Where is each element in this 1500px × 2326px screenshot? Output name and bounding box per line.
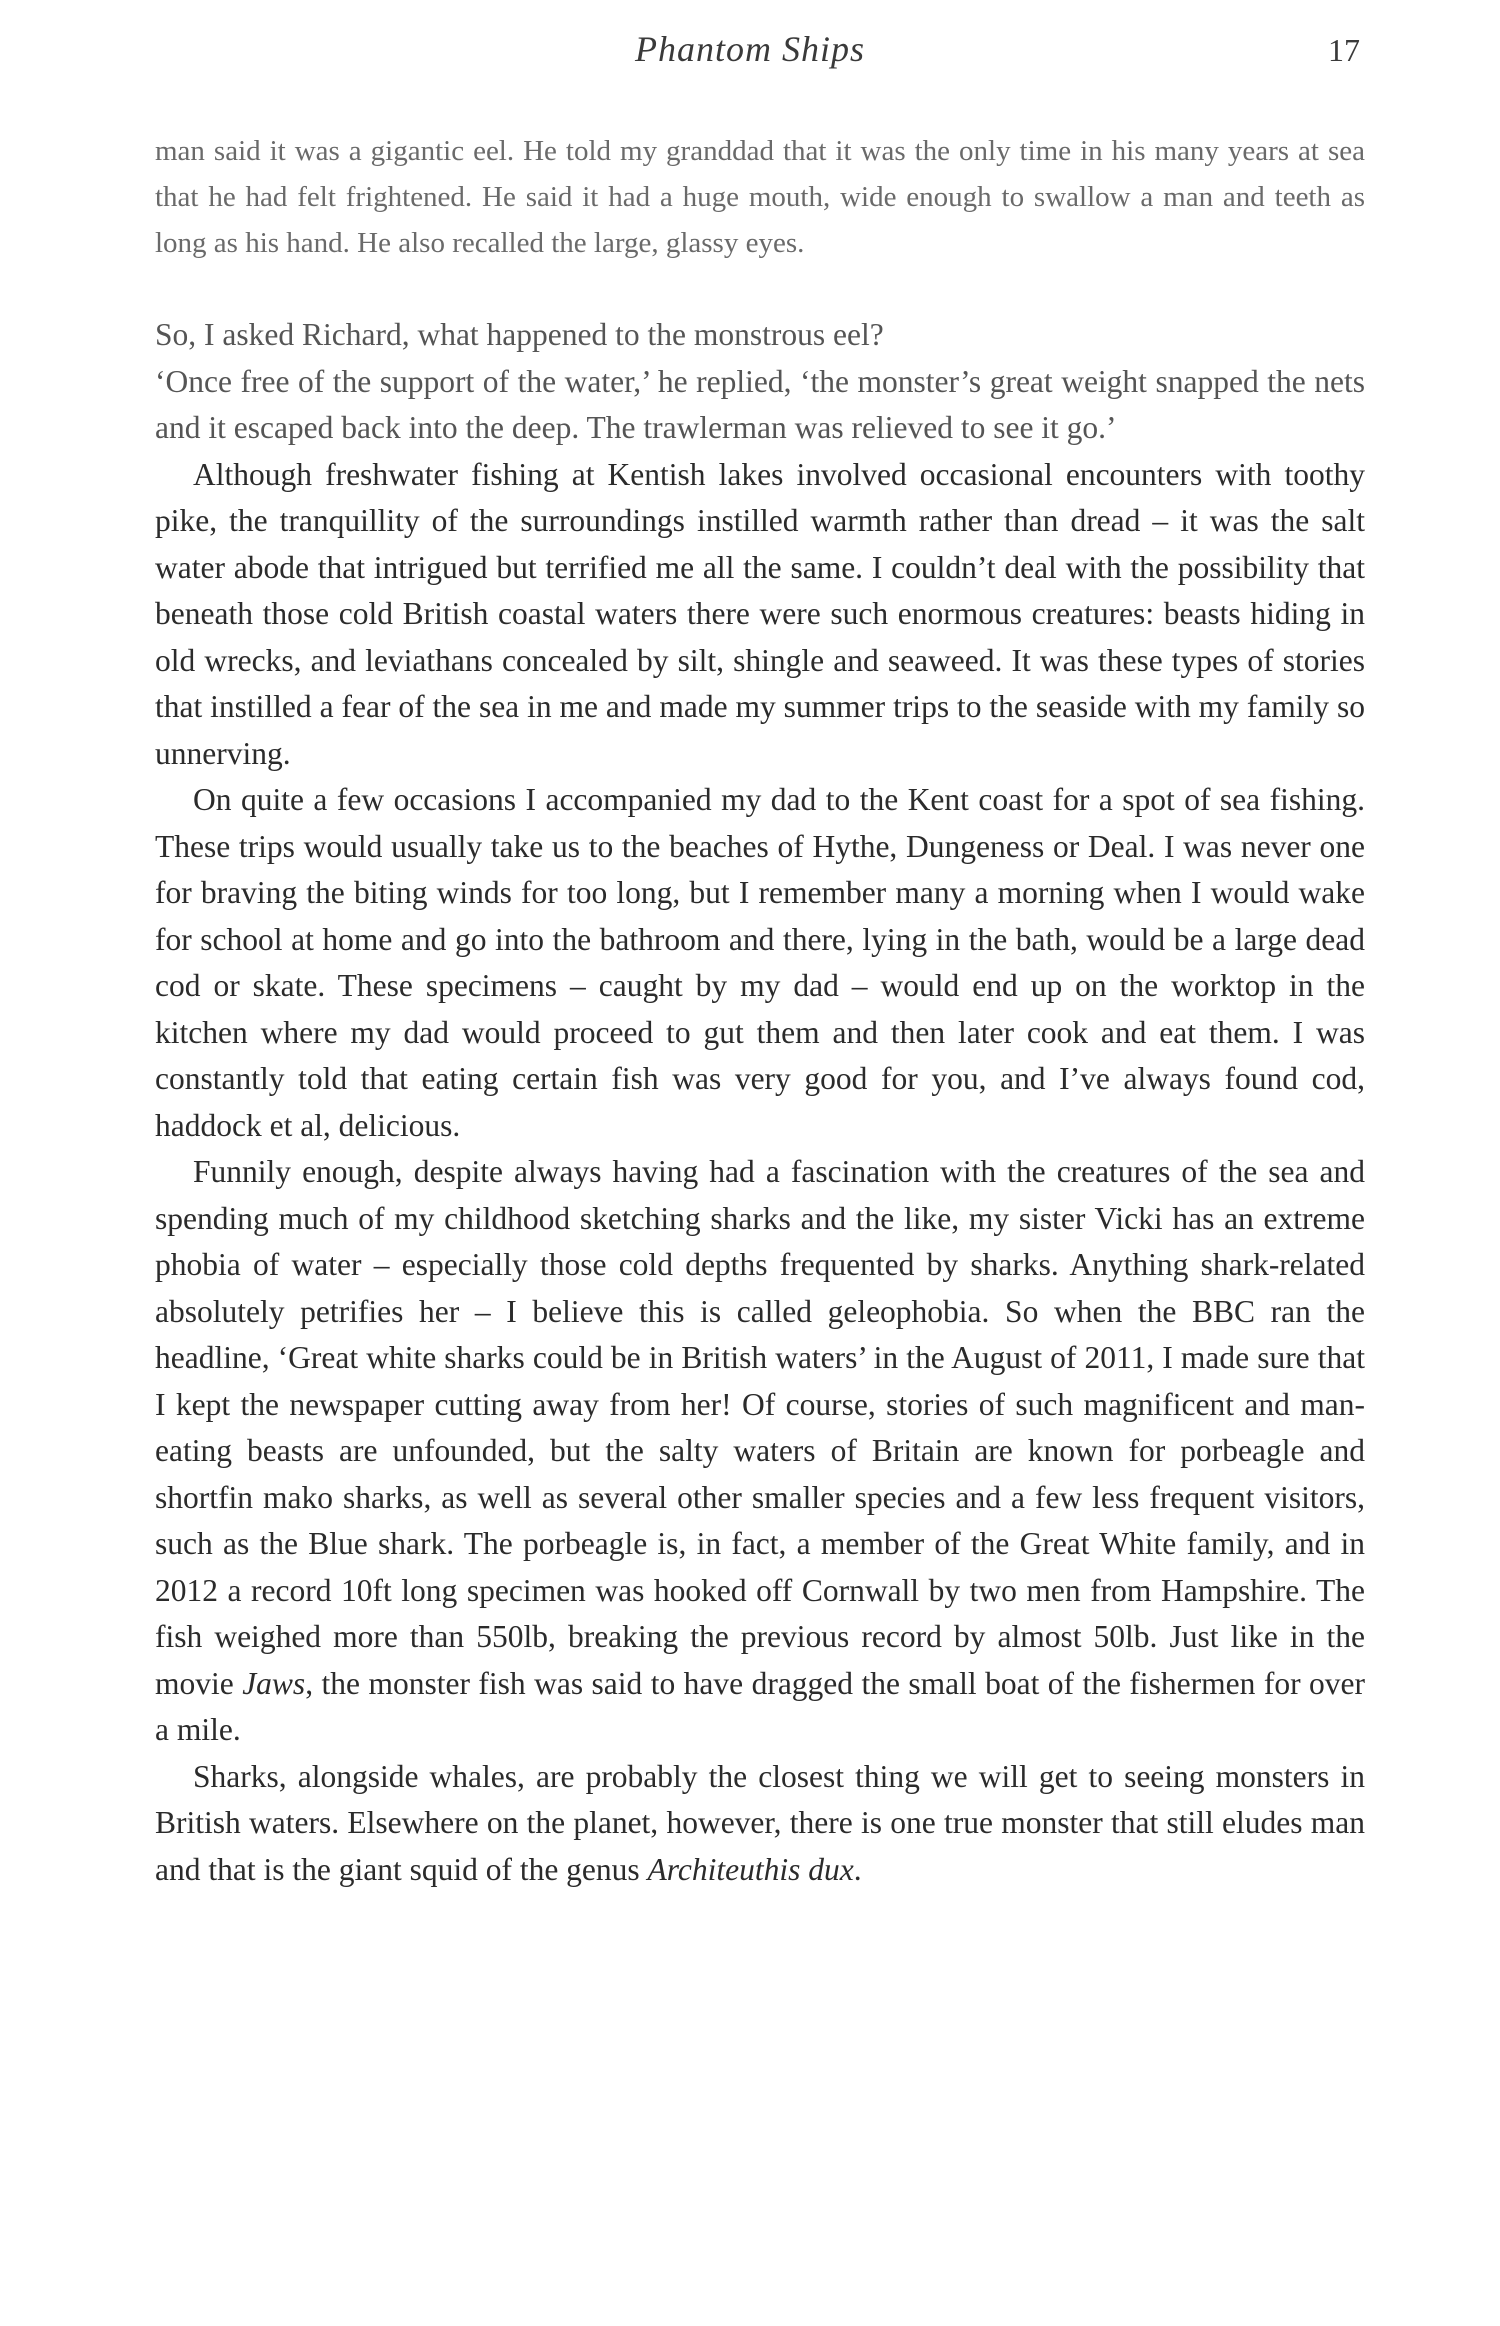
paragraph-reply: ‘Once free of the support of the water,’ he replied, ‘the monster’s great weight snapped the nets and it escaped back into the deep. The trawlerman was relieved to see it go.’ (155, 363, 1365, 445)
sharks-text-part-1: Funnily enough, despite always having had a fascination with the creatures of the sea and spending much of my childhood sketching sharks and the like, my sister Vicki has an extreme phobia of water – especially those cold depths frequented by sharks. Anything shark-related absolutely petrifies her – I believe this is called geleophobia. So when the BBC ran the headline, ‘Great white sharks could be in British waters’ in the August of 2011, I made sure that I kept the newspaper cutting away from her! Of course, stories of such magnificent and man-eating beasts are unfounded, but the salty waters of Britain are known for porbeagle and shortfin mako sharks, as well as several other smaller species and a few less frequent visitors, such as the Blue shark. The porbeagle is, in fact, a member of the Great White family, and in 2012 a record 10ft long specimen was hooked off Cornwall by two men from Hampshire. The fish weighed more than 550lb, breaking the previous record by almost 50lb. Just like in the movie (155, 1154, 1365, 1701)
sharks-text-part-2: , the monster fish was said to have dragged the small boat of the fishermen for over a mile. (155, 1665, 1365, 1747)
squid-text: Sharks, alongside whales, are probably the closest thing we will get to seeing monsters in British waters. Elsewhere on the planet, however, there is one true monster that still eludes man and that is the giant squid of the genus (155, 1758, 1365, 1887)
paragraph-freshwater: Although freshwater fishing at Kentish lakes involved occasional encounters with toothy pike, the tranquillity of the surroundings instilled warmth rather than dread – it was the salt water abode that intrigued but terrified me all the same. I couldn’t deal with the possibility that beneath those cold British coastal waters there were such enormous creatures: beasts hiding in old wrecks, and leviathans concealed by silt, shingle and seaweed. It was these types of stories that instilled a fear of the sea in me and made my summer trips to the seaside with my family so unnerving. (155, 456, 1365, 771)
squid-text-end: . (853, 1851, 862, 1887)
genus-name: Architeuthis dux (647, 1851, 854, 1887)
paragraph-eel-account: man said it was a gigantic eel. He told my granddad that it was the only time in his many years at sea that he had felt frightened. He said it had a huge mouth, wide enough to swallow a man and teeth as long as his hand. He also recalled the large, glassy eyes. (155, 135, 1365, 259)
page-number: 17 (1328, 32, 1360, 68)
paragraph-question: So, I asked Richard, what happened to the monstrous eel? (155, 317, 884, 352)
body-text (155, 128, 1365, 1893)
running-head (0, 28, 1500, 78)
paragraph-giant-squid (155, 1754, 1365, 1894)
paragraph-sharks (155, 1149, 1365, 1754)
movie-title: Jaws (242, 1665, 306, 1701)
running-title: Phantom Ships (634, 29, 865, 69)
paragraph-sea-fishing: On quite a few occasions I accompanied my dad to the Kent coast for a spot of sea fishing. These trips would usually take us to the beaches of Hythe, Dungeness or Deal. I was never one for braving the biting winds for too long, but I remember many a morning when I would wake for school at home and go into the bathroom and there, lying in the bath, would be a large dead cod or skate. These specimens – caught by my dad – would end up on the worktop in the kitchen where my dad would proceed to gut them and then later cook and eat them. I was constantly told that eating certain fish was very good for you, and I’ve always found cod, haddock et al, delicious. (155, 782, 1365, 1143)
